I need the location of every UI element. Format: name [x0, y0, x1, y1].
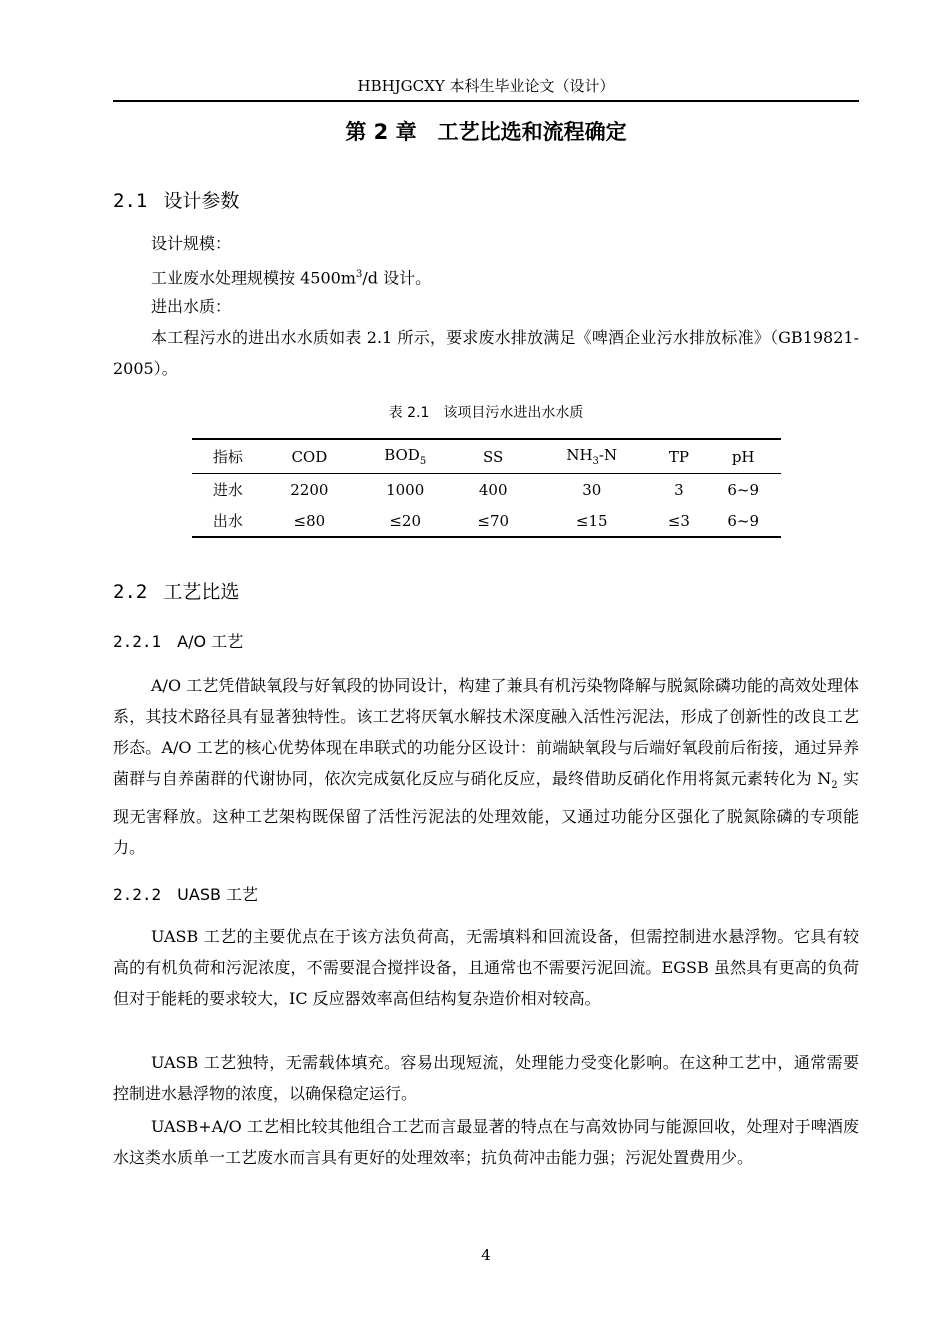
subsection-heading-2-2-1 [113, 631, 243, 653]
table-cell: 400 [478, 480, 508, 499]
paragraph-uasb-1: UASB 工艺的主要优点在于该方法负荷高，无需填料和回流设备，但需控制进水悬浮物。它具有较高的有机负荷和污泥浓度，不需要混合搅拌设备，且通常也不需要污泥回流。EGSB 虽然具有更高的负荷但对于能耗的要求较大，IC 反应器效率高但结构复杂造价相对较高。 [113, 927, 859, 1008]
table-cell: ≤80 [264, 505, 355, 537]
table-header-cell: pH [705, 439, 781, 474]
scale-text-post: /d 设计。 [362, 268, 432, 288]
paragraph-quality-text: 本工程污水的进出水水质如表 2.1 所示，要求废水排放满足《啤酒企业污水排放标准》（GB19821-2005）。 [113, 328, 859, 378]
running-header: HBHJGCXY 本科生毕业论文（设计） [357, 77, 615, 95]
table-caption: 表 2.1 该项目污水进出水水质 [388, 405, 584, 421]
table-cell: ≤15 [531, 505, 652, 537]
header-rule [113, 100, 859, 102]
water-quality-table [192, 438, 781, 538]
table-header-cell: 指标 [192, 439, 264, 474]
table-header-cell: SS [455, 439, 531, 474]
table-cell: ≤3 [652, 505, 705, 537]
section-number: 2.2 [113, 581, 148, 603]
paragraph-ao-process: A/O 工艺凭借缺氧段与好氧段的协同设计，构建了兼具有机污染物降解与脱氮除磷功能的高效处理体系，其技术路径具有显著独特性。该工艺将厌氧水解技术深度融入活性污泥法，形成了创新性的改良工艺形态。A/O 工艺的核心优势体现在串联式的功能分区设计：前端缺氧段与后端好氧段前后衔接，通过异养菌群与自养菌群的代谢协同，依次完成氨化反应与硝化反应，最终借助反硝化作用将氮元素转化为 $N_2$ 实现无害释放。这种工艺架构既保留了活性污泥法的处理效能，又通过功能分区强化了脱氮除磷的专项能力。 [113, 676, 859, 858]
subsection-number: 2.2.2 [113, 885, 162, 904]
subsection-title: A/O 工艺 [177, 632, 244, 651]
paragraph-uasb-3: UASB+A/O 工艺相比较其他组合工艺而言最显著的特点在与高效协同与能源回收，处理对于啤酒废水这类水质单一工艺废水而言具有更好的处理效率；抗负荷冲击能力强；污泥处置费用少。 [113, 1117, 859, 1167]
subsection-number: 2.2.1 [113, 632, 162, 651]
table-cell: 30 [582, 480, 602, 499]
table-cell: 6~9 [705, 505, 781, 537]
paragraph-scale-label: 设计规模： [151, 234, 232, 253]
table-cell: 1000 [386, 480, 425, 499]
scale-text-pre: 工业废水处理规模按 4500m [151, 268, 356, 288]
table-header-cell: $BOD_5$ [355, 439, 455, 474]
page-number: 4 [481, 1246, 491, 1264]
table-cell: ≤70 [455, 505, 531, 537]
paragraph-uasb-2: UASB 工艺独特，无需载体填充。容易出现短流，处理能力受变化影响。在这种工艺中，通常需要控制进水悬浮物的浓度，以确保稳定运行。 [113, 1053, 859, 1103]
table-header-row [192, 439, 781, 474]
table-cell: 6~9 [727, 480, 759, 499]
table-cell: 进水 [212, 481, 243, 499]
section-number: 2.1 [113, 190, 148, 212]
scale-text-sup: 3 [355, 269, 363, 280]
section-heading-2-1 [113, 188, 239, 214]
paragraph-scale-text [113, 259, 859, 293]
table-cell: 2200 [290, 480, 329, 499]
table-cell: ≤20 [355, 505, 455, 537]
section-title: 设计参数 [163, 190, 240, 212]
section-title: 工艺比选 [163, 581, 240, 603]
table-row [192, 505, 781, 537]
subsection-heading-2-2-2 [113, 884, 258, 906]
chapter-title: 第 2 章 工艺比选和流程确定 [345, 120, 627, 144]
table-header-cell: TP [652, 439, 705, 474]
paragraph-quality-label: 进出水质： [151, 297, 232, 316]
table-header-cell: $NH_3-N$ [531, 439, 652, 474]
table-cell: 3 [674, 480, 684, 499]
subsection-title: UASB 工艺 [177, 885, 259, 904]
table-row [192, 474, 781, 506]
section-heading-2-2 [113, 579, 239, 605]
table-cell: 出水 [192, 505, 264, 537]
table-header-cell: COD [264, 439, 355, 474]
